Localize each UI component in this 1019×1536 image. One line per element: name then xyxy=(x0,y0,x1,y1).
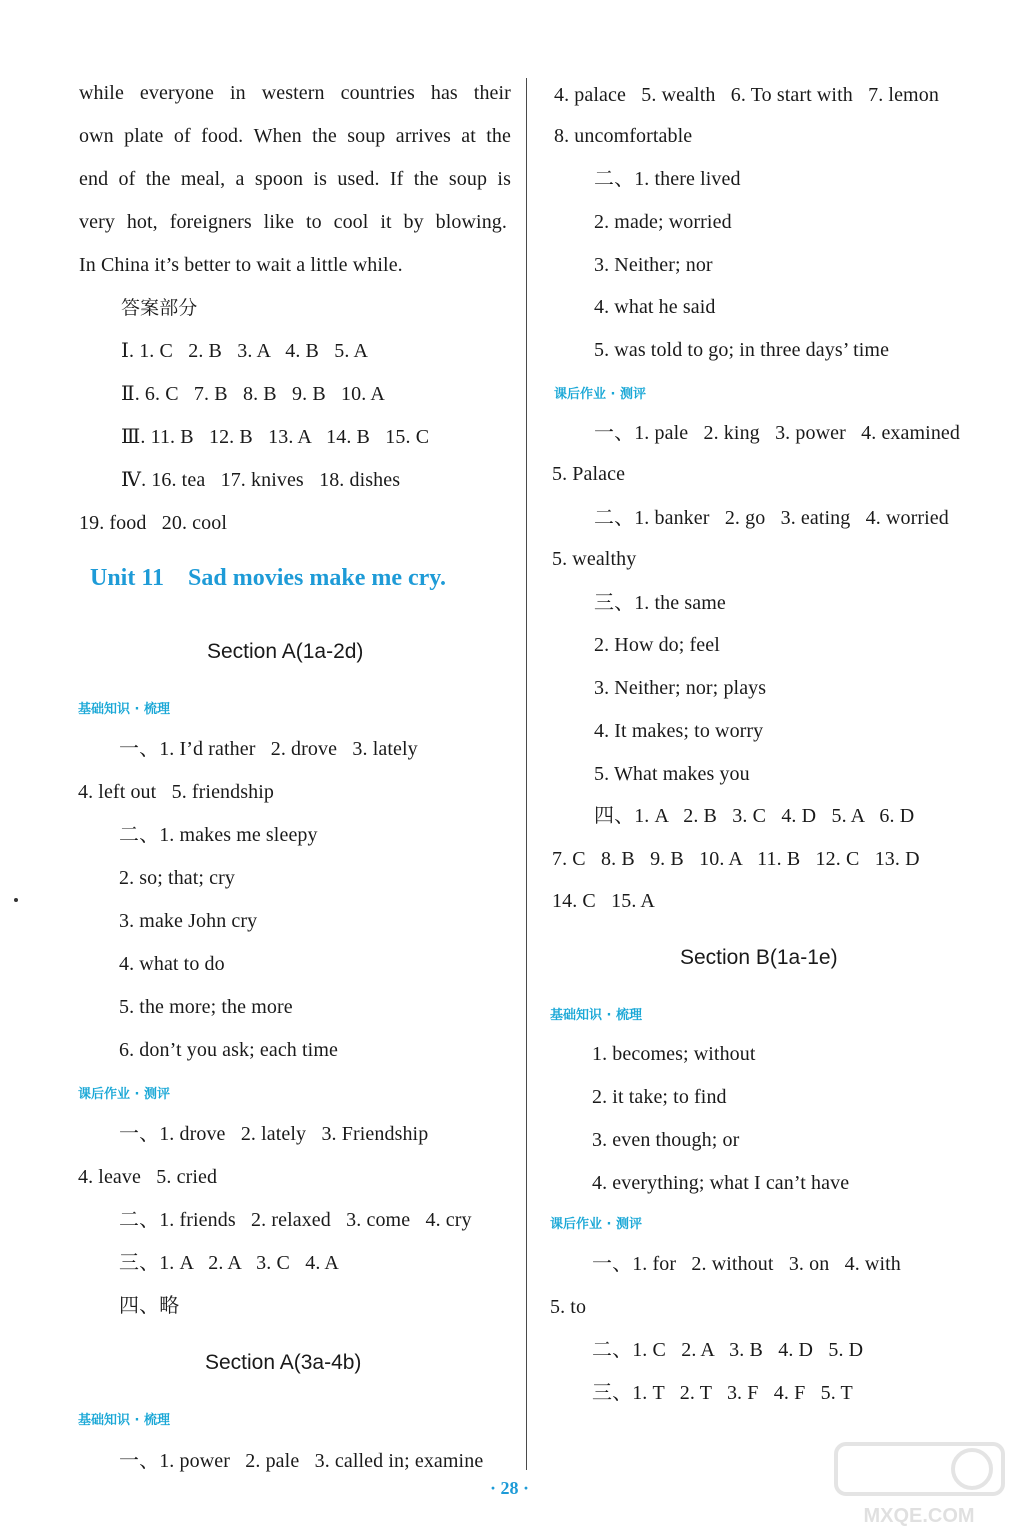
answer-line: 4. left out 5. friendship xyxy=(78,781,275,803)
paragraph-word: like xyxy=(263,211,295,233)
paragraph-word: it xyxy=(380,211,392,233)
stray-mark xyxy=(14,898,18,902)
answer-line: 8. uncomfortable xyxy=(554,125,693,147)
paragraph-word: the xyxy=(413,168,439,190)
paragraph-line xyxy=(79,123,511,149)
unit-title: Unit 11 Sad movies make me cry. xyxy=(90,565,446,591)
answer-line: 14. C 15. A xyxy=(552,890,655,912)
answer-line: 一、1. drove 2. lately 3. Friendship xyxy=(119,1123,429,1145)
answer-line: 3. make John cry xyxy=(119,910,258,932)
answer-line: 4. what to do xyxy=(119,953,225,975)
paragraph-word: foreigners xyxy=(169,211,252,233)
paragraph-word: while xyxy=(79,82,124,104)
answer-line: 四、略 xyxy=(119,1295,180,1317)
paragraph-word: If xyxy=(389,168,404,190)
answer-line: 4. It makes; to worry xyxy=(594,720,764,742)
answer-line: 3. Neither; nor xyxy=(594,254,713,276)
section-title: Section B(1a-1e) xyxy=(680,946,838,969)
answer-line: 6. don’t you ask; each time xyxy=(119,1039,338,1061)
section-tag: 课后作业 · 测评 xyxy=(78,1087,170,1102)
answer-line: 5. was told to go; in three days’ time xyxy=(594,339,890,361)
paragraph-word: spoon xyxy=(254,168,304,190)
answer-line: 5. to xyxy=(550,1296,587,1318)
paragraph-word: plate xyxy=(124,125,164,147)
answer-line: 7. C 8. B 9. B 10. A 11. B 12. C 13. D xyxy=(552,848,920,870)
answer-line: 2. it take; to find xyxy=(592,1086,727,1108)
answer-line: 2. made; worried xyxy=(594,211,732,233)
answer-line: 二、1. banker 2. go 3. eating 4. worried xyxy=(594,507,949,529)
paragraph-word: has xyxy=(430,82,458,104)
answer-line: 4. what he said xyxy=(594,296,716,318)
answer-line: 2. so; that; cry xyxy=(119,867,236,889)
paragraph-word: to xyxy=(305,211,322,233)
answer-line: 3. Neither; nor; plays xyxy=(594,677,767,699)
paragraph-word: soup xyxy=(448,168,488,190)
section-tag: 基础知识 · 梳理 xyxy=(78,702,170,717)
answer-line: 三、1. the same xyxy=(594,592,726,614)
paragraph-word: used. xyxy=(337,168,380,190)
paragraph-word: the xyxy=(312,125,337,147)
page-number: · 28 · xyxy=(489,1478,529,1498)
answer-line: 1. becomes; without xyxy=(592,1043,756,1065)
paragraph-word: the xyxy=(486,125,511,147)
answer-line: 三、1. T 2. T 3. F 4. F 5. T xyxy=(592,1382,853,1404)
answer-line: 二、1. there lived xyxy=(594,168,741,190)
answer-line: 一、1. for 2. without 3. on 4. with xyxy=(592,1253,901,1275)
answer-line: 四、1. A 2. B 3. C 4. D 5. A 6. D xyxy=(594,805,915,827)
section-title: Section A(3a-4b) xyxy=(205,1351,362,1374)
paragraph-word: is xyxy=(497,168,511,190)
answer-line: Ⅳ. 16. tea 17. knives 18. dishes xyxy=(121,469,401,491)
paragraph-word: meal, xyxy=(180,168,226,190)
column-divider xyxy=(526,78,527,1470)
paragraph-word: hot, xyxy=(126,211,158,233)
answer-line: 一、1. power 2. pale 3. called in; examine xyxy=(119,1450,484,1472)
answer-line: 4. palace 5. wealth 6. To start with 7. lemon xyxy=(554,84,939,106)
section-tag: 基础知识 · 梳理 xyxy=(78,1413,170,1428)
paragraph-word: soup xyxy=(347,125,386,147)
answer-line: Ⅰ. 1. C 2. B 3. A 4. B 5. A xyxy=(121,340,368,362)
paragraph-word: When xyxy=(253,125,302,147)
section-tag: 课后作业 · 测评 xyxy=(554,387,646,402)
paragraph-word: of xyxy=(173,125,191,147)
section-tag: 课后作业 · 测评 xyxy=(550,1217,642,1232)
paragraph-word: end xyxy=(79,168,109,190)
answer-line: Ⅲ. 11. B 12. B 13. A 14. B 15. C xyxy=(121,426,430,448)
paragraph-word: of xyxy=(118,168,136,190)
watermark-logo xyxy=(832,1440,1007,1528)
paragraph-word: by xyxy=(403,211,424,233)
answer-line: 4. everything; what I can’t have xyxy=(592,1172,850,1194)
answer-line: 5. Palace xyxy=(552,463,626,485)
paragraph-word: own xyxy=(79,125,114,147)
section-title: Section A(1a-2d) xyxy=(207,640,364,663)
paragraph-word: in xyxy=(230,82,246,104)
answer-line: 一、1. pale 2. king 3. power 4. examined xyxy=(594,422,960,444)
answer-line: Ⅱ. 6. C 7. B 8. B 9. B 10. A xyxy=(121,383,385,405)
paragraph-word: arrives xyxy=(395,125,451,147)
paragraph-word: countries xyxy=(340,82,415,104)
answer-line: 2. How do; feel xyxy=(594,634,720,656)
answer-line: 三、1. A 2. A 3. C 4. A xyxy=(119,1252,339,1274)
paragraph-word: food. xyxy=(201,125,244,147)
paragraph-word: the xyxy=(145,168,171,190)
answer-line: 二、1. C 2. A 3. B 4. D 5. D xyxy=(592,1339,864,1361)
paragraph-word: their xyxy=(473,82,511,104)
paragraph-word: western xyxy=(261,82,325,104)
paragraph-word: a xyxy=(235,168,245,190)
answer-line: 19. food 20. cool xyxy=(79,512,227,534)
answer-line: 二、1. makes me sleepy xyxy=(119,824,318,846)
paragraph-line xyxy=(79,80,511,106)
answer-line: 5. wealthy xyxy=(552,548,637,570)
answers-heading: 答案部分 xyxy=(121,297,198,319)
paragraph-line xyxy=(79,209,507,235)
paragraph-word: is xyxy=(313,168,328,190)
paragraph-word: everyone xyxy=(139,82,215,104)
paragraph-word: blowing. xyxy=(435,211,507,233)
answer-line: 5. What makes you xyxy=(594,763,750,785)
paragraph-word: at xyxy=(461,125,476,147)
answer-line: 一、1. I’d rather 2. drove 3. lately xyxy=(119,738,418,760)
paragraph-word: cool xyxy=(333,211,369,233)
answer-line: 二、1. friends 2. relaxed 3. come 4. cry xyxy=(119,1209,472,1231)
section-tag: 基础知识 · 梳理 xyxy=(550,1008,642,1023)
answer-line: 3. even though; or xyxy=(592,1129,740,1151)
paragraph-word: very xyxy=(79,211,115,233)
paragraph-line: In China it’s better to wait a little while. xyxy=(79,254,403,276)
watermark-text: MXQE.COM xyxy=(863,1505,975,1527)
answer-line: 4. leave 5. cried xyxy=(78,1166,218,1188)
answer-line: 5. the more; the more xyxy=(119,996,293,1018)
paragraph-line xyxy=(79,166,511,192)
